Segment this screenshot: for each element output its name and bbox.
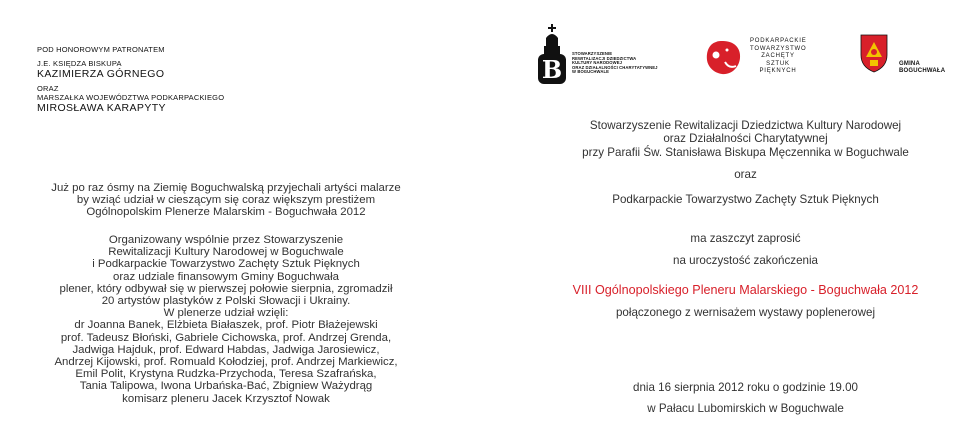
association-logo-text [572,52,658,75]
event-subtitle: połączonego z wernisażem wystawy poplenerowej [615,306,876,319]
association-logo [537,24,569,86]
event-date: dnia 16 sierpnia 2012 roku o godzinie 19.00 [633,381,858,394]
left-intro-line: by wziąć udział w cieszącym się coraz większym prestiżem [76,194,376,207]
organizer-society: Podkarpackie Towarzystwo Zachęty Sztuk Pięknych [612,193,879,206]
closing-ceremony: na uroczystość zakończenia [673,254,818,267]
participants-line: Tania Talipowa, Iwona Urbańska-Bać, Zbigniew Ważydrąg [79,380,373,393]
organizer-association [515,119,976,159]
gmina-line-2: BOGUCHWAŁA [899,68,946,74]
left-intro-line: Ogólnopolskim Plenerze Malarskim - Boguchwała 2012 [86,206,366,219]
participants-line: Jadwiga Hajduk, prof. Edward Habdas, Jadwiga Jarosiewicz, [72,343,380,356]
participants-line: prof. Tadeusz Błoński, Gabriele Cichowska, prof. Andrzej Grenda, [60,331,392,344]
patronage-oraz: ORAZ [37,84,59,93]
left-details-line: i Podkarpackie Towarzystwo Zachęty Sztuk Pięknych [92,258,360,271]
ptzsp-line-3: ZACHĘTY [761,53,795,60]
ptzsp-line-1: PODKARPACKIE [750,38,807,44]
svg-text:B: B [541,55,563,84]
organizer-line: Stowarzyszenie Rewitalizacji Dziedzictwa Kultury Narodowej [589,119,902,132]
left-details-line: Organizowany wspólnie przez Stowarzyszenie [108,234,344,246]
participants-line: Emil Polit, Krystyna Rudzka-Przychoda, Teresa Szafrańska, [75,368,377,381]
left-details-line: oraz udziale finansowym Gminy Boguchwała [112,270,340,283]
left-intro-paragraph [0,182,452,219]
association-line-3: KULTURY NARODOWEJ [572,60,623,66]
left-details-line: plener, który odbywał się w pierwszej połowie sierpnia, zgromadził [59,282,393,295]
association-line-1: STOWARZYSZENIE [572,51,613,56]
invitation-phrase: ma zaszczyt zaprosić [690,232,801,245]
patronage-bishop-name: KAZIMIERZA GÓRNEGO [37,68,165,80]
participants-line: dr Joanna Banek, Elżbieta Białaszek, prof. Piotr Błażejewski [74,319,378,332]
organizer-oraz: oraz [734,168,757,181]
commissioner-line: komisarz pleneru Jacek Krzysztof Nowak [122,392,330,405]
ptzsp-logo-text [750,38,806,76]
event-title: VIII Ogólnopolskiego Pleneru Malarskiego - Boguchwała 2012 [572,283,919,297]
ptzsp-line-2: TOWARZYSTWO [750,45,807,52]
left-details-paragraph [0,234,452,405]
association-line-2: REWITALIZACJI DZIEDZICTWA [572,55,637,61]
left-details-line: W plenerze udział wzięli: [163,307,289,320]
gmina-line-1: GMINA [899,61,920,67]
patronage-marshal-name: MIROSŁAWA KARAPYTY [37,102,166,114]
left-details-line: 20 artystów plastyków z Polski Słowacji i Ukrainy. [101,295,351,308]
participants-line: Andrzej Kijowski, prof. Romuald Kołodziej, prof. Andrzej Markiewicz, [54,356,398,369]
association-line-5: W BOGUCHWALE [572,69,610,75]
left-details-line: Rewitalizacji Kultury Narodowej w Boguchwale [108,246,344,259]
patronage-header: POD HONOROWYM PATRONATEM [37,45,165,54]
event-place: w Pałacu Lubomirskich w Boguchwale [647,402,844,415]
left-intro-line: Już po raz ósmy na Ziemię Boguchwalską przyjechali artyści malarze [51,182,401,194]
ptzsp-line-4: SZTUK PIĘKNYCH [759,60,797,75]
gmina-logo-text [899,61,945,75]
association-line-4: ORAZ DZIAŁALNOŚCI CHARYTATYWNEJ [572,64,658,70]
palette-logo-icon [703,38,743,78]
organizer-line: przy Parafii Św. Stanisława Biskupa Męczennika w Boguchwale [582,145,909,159]
coat-of-arms-icon [859,33,889,73]
patronage-marshal-title: MARSZAŁKA WOJEWÓDZTWA PODKARPACKIEGO [37,93,225,102]
patronage-bishop-title: J.E. KSIĘDZA BISKUPA [37,59,122,68]
organizer-line: oraz Działalności Charytatywnej [663,132,828,146]
